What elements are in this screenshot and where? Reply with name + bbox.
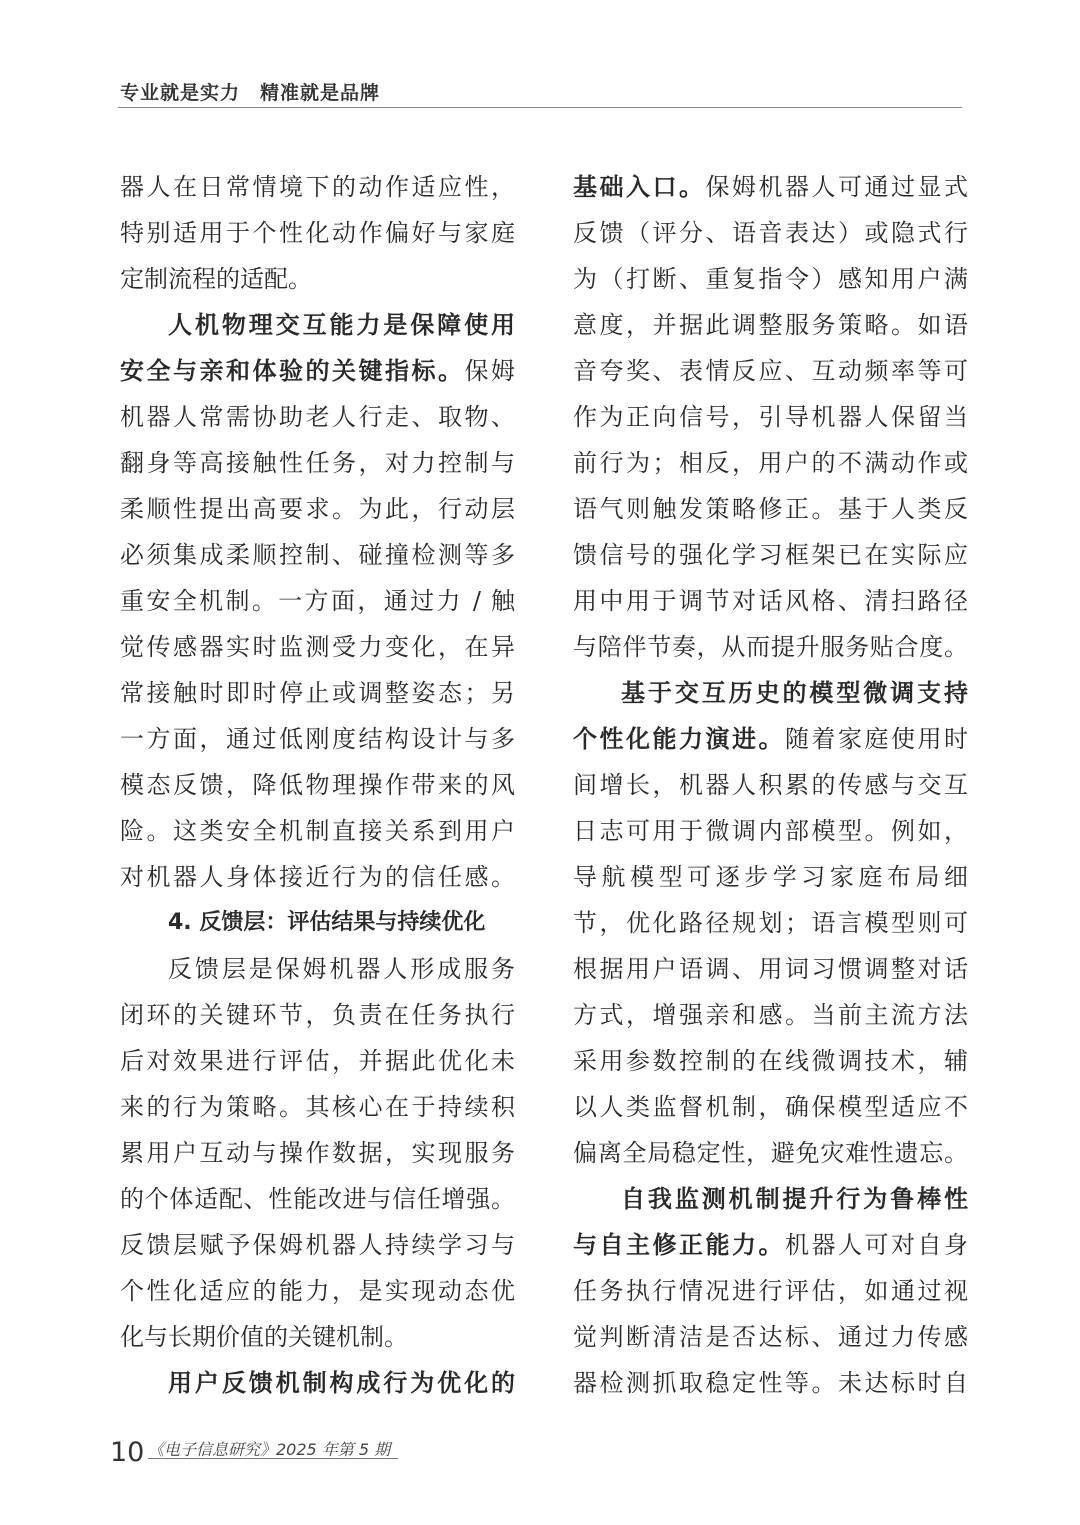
body-text: 随着家庭使用时 <box>785 725 968 753</box>
bold-lead-text: 用户反馈机制构成行为优化的 <box>168 1368 515 1397</box>
text-line <box>573 1038 968 1084</box>
bold-lead-text: 个性化能力演进。 <box>573 724 785 753</box>
text-line <box>573 946 968 992</box>
body-text: 与陪伴节奏，从而提升服务贴合度。 <box>573 633 968 661</box>
bold-lead-text: 自我监测机制提升行为鲁棒性 <box>621 1184 968 1213</box>
text-line <box>573 854 968 900</box>
body-text: 反馈层赋予保姆机器人持续学习与 <box>120 1231 515 1259</box>
body-text: 个性化适应的能力，是实现动态优 <box>120 1277 515 1305</box>
body-text: 器检测抓取稳定性等。未达标时自 <box>573 1369 968 1397</box>
text-line <box>120 210 515 256</box>
right-text-column <box>573 164 968 1406</box>
body-text: 间增长，机器人积累的传感与交互 <box>573 771 968 799</box>
text-line <box>120 670 515 716</box>
body-text: 器人在日常情境下的动作适应性， <box>120 173 515 201</box>
body-text: 对机器人身体接近行为的信任感。 <box>120 863 515 891</box>
text-line <box>120 762 515 808</box>
text-line <box>573 302 968 348</box>
text-line <box>120 1360 515 1406</box>
text-line <box>573 394 968 440</box>
body-text: 常接触时即时停止或调整姿态；另 <box>120 679 515 707</box>
text-line <box>573 256 968 302</box>
body-text: 根据用户语调、用词习惯调整对话 <box>573 955 968 983</box>
text-line <box>573 1084 968 1130</box>
text-line <box>120 1314 515 1360</box>
body-text: 柔顺性提出高要求。为此，行动层 <box>120 495 515 523</box>
bold-lead-text: 基础入口。 <box>573 172 706 201</box>
body-text: 的个体适配、性能改进与信任增强。 <box>120 1185 515 1213</box>
running-header: 专业就是实力 精准就是品牌 <box>120 82 381 104</box>
body-text: 化与长期价值的关键机制。 <box>120 1323 408 1351</box>
text-line <box>573 1360 968 1406</box>
text-line <box>120 532 515 578</box>
text-line <box>120 486 515 532</box>
text-line <box>573 440 968 486</box>
body-text: 觉传感器实时监测受力变化，在异 <box>120 633 515 661</box>
body-text: 保姆 <box>464 357 515 385</box>
text-line <box>573 762 968 808</box>
text-line <box>120 1084 515 1130</box>
text-line <box>573 808 968 854</box>
body-text: 一方面，通过低刚度结构设计与多 <box>120 725 515 753</box>
body-text: 馈信号的强化学习框架已在实际应 <box>573 541 968 569</box>
left-text-column <box>120 164 515 1406</box>
text-line <box>120 302 515 348</box>
body-text: 觉判断清洁是否达标、通过力传感 <box>573 1323 968 1351</box>
text-line <box>573 1176 968 1222</box>
body-text: 保姆机器人可通过显式 <box>705 173 968 201</box>
text-line <box>120 1268 515 1314</box>
text-line <box>573 1130 968 1176</box>
body-text: 重安全机制。一方面，通过力 / 触 <box>120 587 515 615</box>
body-text: 特别适用于个性化动作偏好与家庭 <box>120 219 515 247</box>
text-line <box>120 854 515 900</box>
body-text: 语气则触发策略修正。基于人类反 <box>573 495 968 523</box>
body-text: 采用参数控制的在线微调技术，辅 <box>573 1047 968 1075</box>
text-line <box>120 1176 515 1222</box>
text-line <box>573 532 968 578</box>
text-line <box>120 394 515 440</box>
body-text: 用中用于调节对话风格、清扫路径 <box>573 587 968 615</box>
body-text: 险。这类安全机制直接关系到用户 <box>120 817 515 845</box>
text-line <box>573 992 968 1038</box>
text-line <box>120 256 515 302</box>
body-text: 作为正向信号，引导机器人保留当 <box>573 403 968 431</box>
body-text: 反馈（评分、语音表达）或隐式行 <box>573 219 968 247</box>
body-text: 音夸奖、表情反应、互动频率等可 <box>573 357 968 385</box>
text-line <box>120 808 515 854</box>
text-line <box>573 1314 968 1360</box>
body-text: 后对效果进行评估，并据此优化未 <box>120 1047 515 1075</box>
body-text: 为（打断、重复指令）感知用户满 <box>573 265 968 293</box>
text-line <box>573 1222 968 1268</box>
bold-lead-text: 与自主修正能力。 <box>573 1230 785 1259</box>
body-text: 前行为；相反，用户的不满动作或 <box>573 449 968 477</box>
page-number: 10 <box>110 1437 145 1468</box>
journal-reference: 《电子信息研究》2025 年第 5 期 <box>148 1440 391 1459</box>
text-line <box>573 900 968 946</box>
text-line <box>120 578 515 624</box>
body-text: 必须集成柔顺控制、碰撞检测等多 <box>120 541 515 569</box>
text-line <box>120 348 515 394</box>
body-text: 节，优化路径规划；语言模型则可 <box>573 909 968 937</box>
text-line <box>573 578 968 624</box>
body-text: 闭环的关键环节，负责在任务执行 <box>120 1001 515 1029</box>
text-line <box>573 1268 968 1314</box>
text-line <box>120 716 515 762</box>
text-line <box>573 716 968 762</box>
text-line <box>573 624 968 670</box>
body-text: 翻身等高接触性任务，对力控制与 <box>120 449 515 477</box>
text-line <box>120 992 515 1038</box>
body-text: 方式，增强亲和感。当前主流方法 <box>573 1001 968 1029</box>
body-text: 导航模型可逐步学习家庭布局细 <box>573 863 968 891</box>
text-line <box>120 946 515 992</box>
text-line: 4. 反馈层：评估结果与持续优化 <box>168 910 486 935</box>
text-line <box>120 1222 515 1268</box>
body-text: 机器人常需协助老人行走、取物、 <box>120 403 515 431</box>
text-line <box>573 486 968 532</box>
text-line <box>120 164 515 210</box>
body-text: 意度，并据此调整服务策略。如语 <box>573 311 968 339</box>
bold-lead-text: 人机物理交互能力是保障使用 <box>168 310 515 339</box>
body-text: 偏离全局稳定性，避免灾难性遗忘。 <box>573 1139 968 1167</box>
text-line <box>573 210 968 256</box>
body-text: 日志可用于微调内部模型。例如， <box>573 817 968 845</box>
body-text: 以人类监督机制，确保模型适应不 <box>573 1093 968 1121</box>
text-line <box>120 624 515 670</box>
text-line <box>120 1038 515 1084</box>
body-text: 模态反馈，降低物理操作带来的风 <box>120 771 515 799</box>
text-line <box>120 440 515 486</box>
bold-lead-text: 安全与亲和体验的关键指标。 <box>120 356 465 385</box>
text-line <box>573 164 968 210</box>
bold-lead-text: 基于交互历史的模型微调支持 <box>621 678 968 707</box>
body-text: 定制流程的适配。 <box>120 265 312 293</box>
body-text: 累用户互动与操作数据，实现服务 <box>120 1139 515 1167</box>
body-text: 反馈层是保姆机器人形成服务 <box>168 955 515 983</box>
header-divider <box>118 107 962 108</box>
text-line <box>120 1130 515 1176</box>
body-text: 来的行为策略。其核心在于持续积 <box>120 1093 515 1121</box>
text-line <box>573 348 968 394</box>
footer-divider <box>148 1458 398 1459</box>
text-line <box>573 670 968 716</box>
body-text: 机器人可对自身 <box>785 1231 968 1259</box>
body-text: 任务执行情况进行评估，如通过视 <box>573 1277 968 1305</box>
